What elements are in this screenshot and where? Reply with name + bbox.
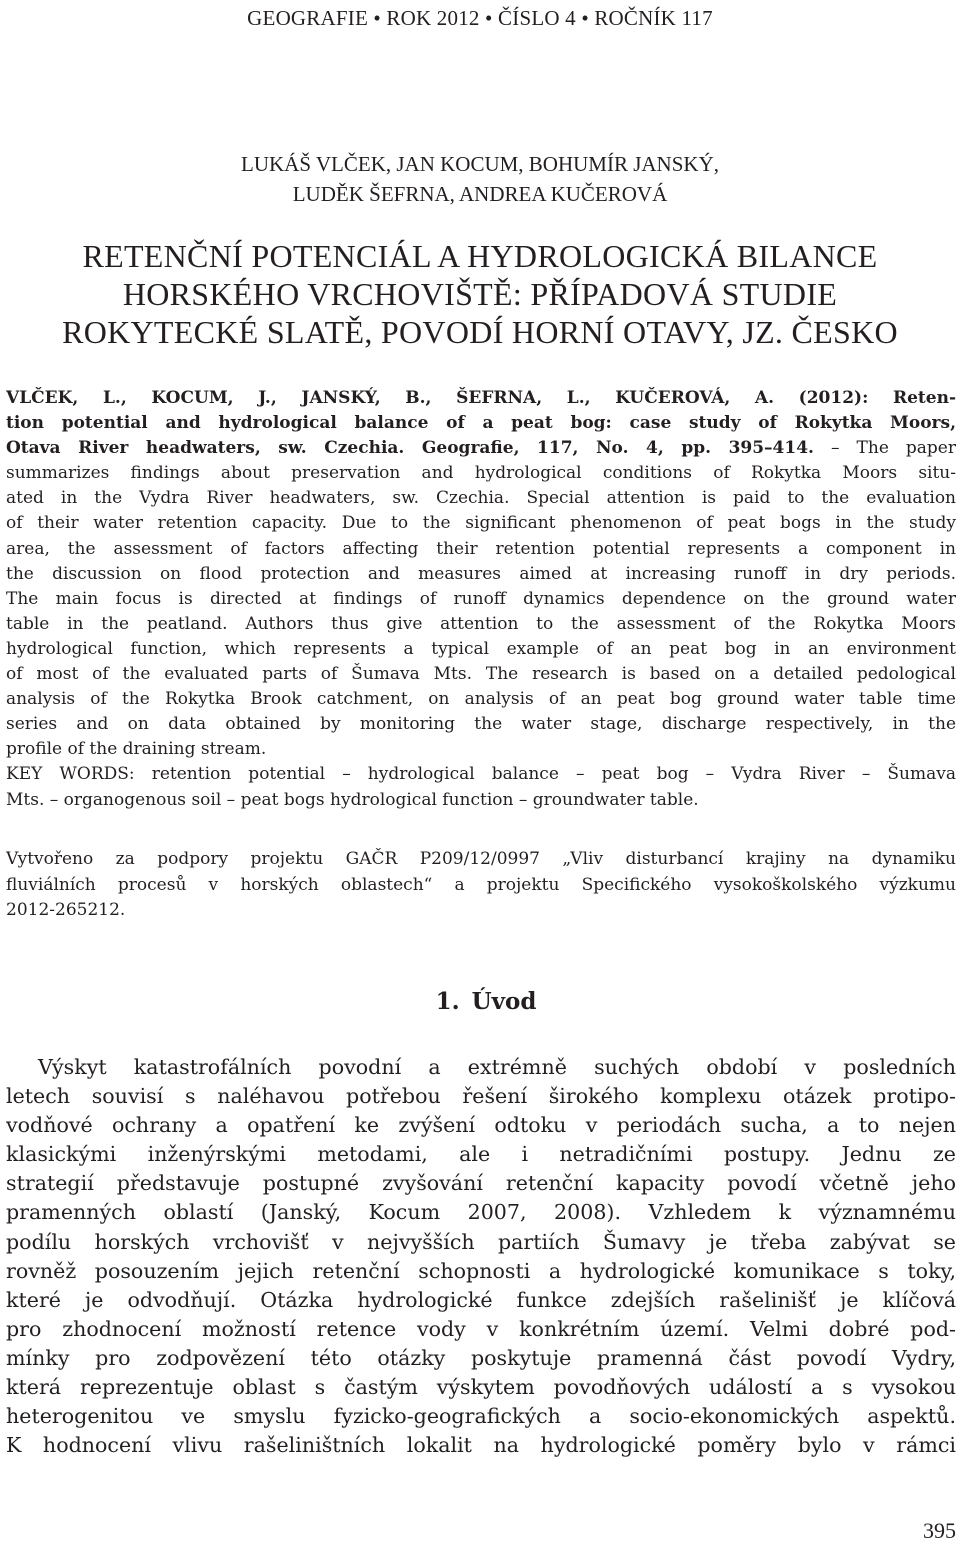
body-line: heterogenitou ve smyslu fyzicko-geografických a socio-ekonomických aspektů. — [6, 1404, 956, 1429]
title-line: ROKYTECKÉ SLATĚ, POVODÍ HORNÍ OTAVY, JZ. ČESKO — [62, 314, 898, 350]
body-line: vodňové ochrany a opatření ke zvýšení odtoku v periodách sucha, a to nejen — [6, 1113, 956, 1138]
keywords-line: Mts. – organogenous soil – peat bogs hydrological function – groundwater table. — [6, 789, 699, 810]
body-line: které je odvodňují. Otázka hydrologické funkce zdejších rašelinišť je klíčová — [6, 1287, 956, 1312]
abstract-text: – The paper — [813, 438, 956, 459]
section-title: Úvod — [471, 988, 537, 1015]
abstract-line: analysis of the Rokytka Brook catchment, on analysis of an peat bog ground water table time — [6, 689, 956, 710]
abstract-line: summarizes findings about preservation and hydrological conditions of Rokytka Moors situ- — [6, 463, 956, 484]
section-number: 1. — [435, 988, 460, 1015]
abstract-line: of most of the evaluated parts of Šumava Mts. The research is based on a detailed pedological — [6, 664, 956, 685]
body-text — [6, 1053, 956, 1460]
abstract-line: profile of the draining stream. — [6, 739, 267, 760]
body-line: strategií představuje postupné zvyšování retenční kapacity povodí včetně jeho — [6, 1171, 956, 1196]
body-line: letech souvisí s naléhavou potřebou řešení širokého komplexu otázek protipo- — [6, 1084, 956, 1109]
author-list — [0, 149, 960, 209]
author-line: LUDĚK ŠEFRNA, ANDREA KUČEROVÁ — [292, 182, 668, 206]
article-title — [0, 237, 960, 351]
body-line: pramenných oblastí (Janský, Kocum 2007, 2008). Vzhledem k významnému — [6, 1200, 956, 1225]
abstract-line: The main focus is directed at findings of runoff dynamics dependence on the ground water — [6, 588, 956, 609]
funding-line: 2012-265212. — [6, 900, 126, 920]
title-line: HORSKÉHO VRCHOVIŠTĚ: PŘÍPADOVÁ STUDIE — [122, 276, 838, 312]
title-line: RETENČNÍ POTENCIÁL A HYDROLOGICKÁ BILANCE — [82, 238, 878, 274]
abstract — [6, 386, 956, 813]
author-line: LUKÁŠ VLČEK, JAN KOCUM, BOHUMÍR JANSKÝ, — [241, 152, 719, 176]
funding-line: fluviálních procesů v horských oblastech“ a projektu Specifického vysokoškolského výzkumu — [6, 874, 956, 895]
abstract-line: series and on data obtained by monitoring the water stage, discharge respectively, in the — [6, 714, 956, 735]
body-line: Výskyt katastrofálních povodní a extrémně suchých období v posledních — [38, 1055, 956, 1079]
section-heading — [0, 988, 960, 1015]
abstract-line: table in the peatland. Authors thus give attention to the assessment of the Rokytka Moors — [6, 613, 956, 634]
citation-source: Otava River headwaters, sw. Czechia. Geografie, 117, No. 4, pp. 395–414. — [6, 438, 814, 459]
funding-line: Vytvořeno za podpory projektu GAČR P209/12/0997 „Vliv disturbancí krajiny na dynamiku — [6, 849, 956, 869]
page-number: 395 — [923, 1518, 956, 1543]
abstract-line: ated in the Vydra River headwaters, sw. Czechia. Special attention is paid to the evaluation — [6, 488, 956, 509]
citation-line: VLČEK, L., KOCUM, J., JANSKÝ, B., ŠEFRNA, L., KUČEROVÁ, A. (2012): Reten- — [6, 388, 956, 408]
body-line: rovněž posouzením jejich retenční schopnosti a hydrologické komunikace s toky, — [6, 1258, 956, 1283]
body-line: K hodnocení vlivu rašeliništních lokalit na hydrologické poměry bylo v rámci — [6, 1433, 956, 1458]
abstract-line: area, the assessment of factors affecting their retention potential represents a component in — [6, 538, 956, 559]
funding-note — [6, 847, 956, 924]
running-header: GEOGRAFIE • ROK 2012 • ČÍSLO 4 • ROČNÍK 117 — [247, 6, 713, 30]
abstract-line: hydrological function, which represents a typical example of an peat bog in an environment — [6, 638, 956, 659]
citation-line: tion potential and hydrological balance of a peat bog: case study of Rokytka Moors, — [6, 413, 956, 434]
body-line: klasickými inženýrskými metodami, ale i netradičními postupy. Jednu ze — [6, 1142, 956, 1167]
keywords-line: KEY WORDS: retention potential – hydrological balance – peat bog – Vydra River – Šumava — [6, 764, 956, 785]
body-line: mínky pro zodpovězení této otázky poskytuje pramenná část povodí Vydry, — [6, 1345, 956, 1370]
abstract-line: of their water retention capacity. Due to the significant phenomenon of peat bogs in the study — [6, 513, 956, 534]
body-line: pro zhodnocení možností retence vody v konkrétním území. Velmi dobré pod- — [6, 1316, 956, 1341]
citation-line — [6, 436, 956, 461]
abstract-line: the discussion on flood protection and measures aimed at increasing runoff in dry periods. — [6, 563, 956, 584]
body-line: podílu horských vrchovišť v nejvyšších partiích Šumavy je třeba zabývat se — [6, 1229, 956, 1254]
body-line: která reprezentuje oblast s častým výskytem povodňových událostí a s vysokou — [6, 1375, 956, 1400]
